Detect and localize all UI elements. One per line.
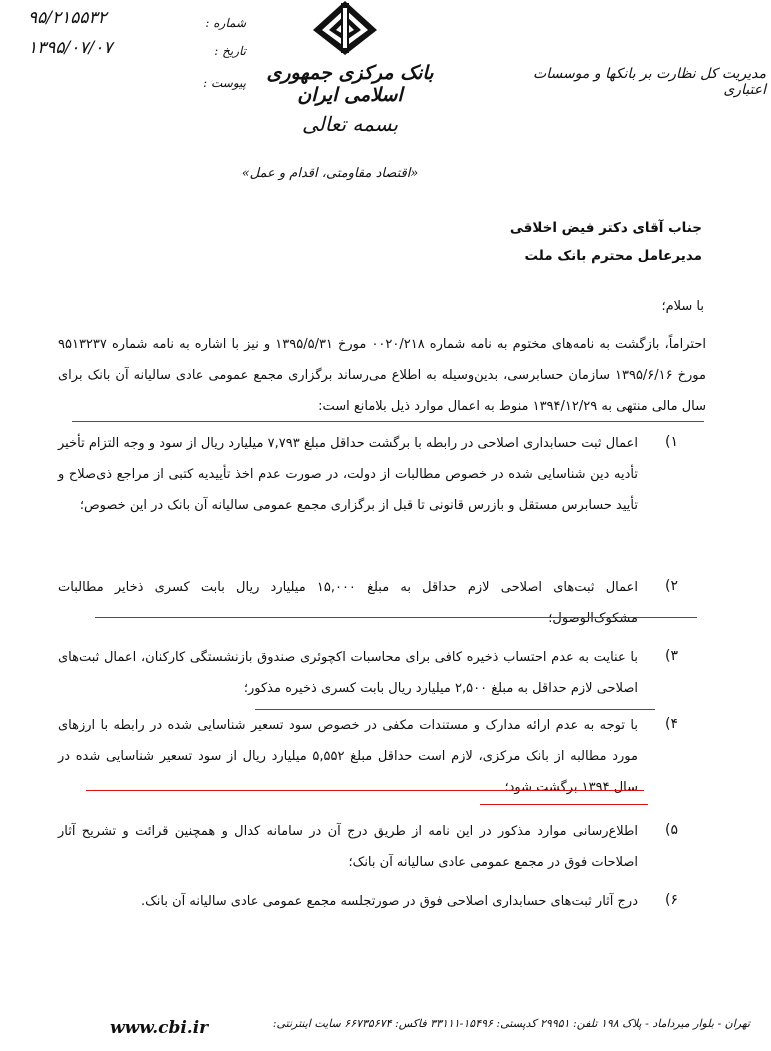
date-label: تاریخ : [214, 44, 246, 58]
red-underline-item-4a [86, 790, 644, 791]
central-bank-emblem-icon [312, 0, 378, 56]
item-2-number: ۲) [665, 578, 678, 594]
item-5-text: اطلاع‌رسانی موارد مذکور در این نامه از طریق درج آن در سامانه کدال و همچنین قرائت و تشریح آثار اصلاحات فوق در مجمع عمومی عادی سالیانه آن بانک؛ [58, 824, 638, 870]
letter-date: ۱۳۹۵/۰۷/۰۷ [28, 38, 113, 58]
item-5-number: ۵) [665, 822, 678, 838]
red-underline-intro [72, 421, 704, 422]
red-underline-item-4b [480, 804, 648, 805]
red-underline-item-3 [255, 709, 655, 710]
department-name: مدیریت کل نظارت بر بانکها و موسسات اعتباری [533, 66, 766, 98]
item-1-number: ۱) [665, 434, 678, 450]
footer-address: تهران - بلوار میرداماد - پلاک ۱۹۸ تلفن: ۲۹۹۵۱ کدپستی: ۱۵۴۹۶-۳۳۱۱۱ فاکس: ۶۶۷۳۵۶۷۴ سایت اینترنتی: [272, 1017, 750, 1030]
intro-paragraph: احتراماً، بازگشت به نامه‌های مختوم به نامه شماره ۰۰۲۰/۲۱۸ مورخ ۱۳۹۵/۵/۳۱ و نیز با اشاره به نامه شماره ۹۵۱۳۲۳۷ مورخ ۱۳۹۵/۶/۱۶ سازمان حسابرسی، بدین‌وسیله به اطلاع می‌رساند برگزاری مجمع عمومی عادی سالیانه آن بانک برای سال مالی منتهی به ۱۳۹۴/۱۲/۲۹ منوط به اعمال موارد ذیل بلامانع است: [58, 337, 706, 414]
item-3-text: با عنایت به عدم احتساب ذخیره کافی برای محاسبات اکچوئری صندوق بازنشستگی کارکنان، اعمال ثبت‌های اصلاحی لازم حداقل به مبلغ ۲,۵۰۰ میلیارد ریال بابت کسری ذخیره مذکور؛ [58, 650, 638, 696]
red-underline-item-2 [95, 617, 697, 618]
footer-website: www.cbi.ir [110, 1018, 209, 1038]
slogan: «اقتصاد مقاومتی، اقدام و عمل» [241, 166, 419, 181]
letter-number: ۹۵/۲۱۵۵۳۲ [28, 8, 107, 28]
invocation: بسمه تعالی [301, 112, 399, 136]
item-6-number: ۶) [665, 892, 678, 908]
item-6-text: درج آثار ثبت‌های حسابداری اصلاحی فوق در صورتجلسه مجمع عمومی عادی سالیانه آن بانک. [141, 894, 638, 909]
recipient-title: مدیرعامل محترم بانک ملت [524, 248, 702, 264]
letter-number-label: شماره : [205, 16, 246, 30]
greeting: با سلام؛ [661, 299, 704, 314]
item-4-text: با توجه به عدم ارائه مدارک و مستندات مکفی در خصوص سود تسعیر شناسایی شده در رابطه با ارزهای مورد مطالبه از بانک مرکزی، لازم است حداقل مبلغ ۵,۵۵۲ میلیارد ریال از سود تسعیر شناسایی شده در سال ۱۳۹۴ برگشت شود؛ [58, 718, 638, 795]
item-2-text: اعمال ثبت‌های اصلاحی لازم حداقل به مبلغ ۱۵,۰۰۰ میلیارد ریال بابت کسری ذخایر مطالبات مشکوک‌الوصول؛ [58, 580, 638, 626]
bank-name: بانک مرکزی جمهوری اسلامی ایران [266, 62, 434, 106]
attachment-label: پیوست : [203, 76, 246, 90]
recipient-name: جناب آقای دکتر فیض اخلاقی [509, 220, 702, 236]
item-1-text: اعمال ثبت حسابداری اصلاحی در رابطه با برگشت حداقل مبلغ ۷,۷۹۳ میلیارد ریال از سود و وجه التزام تأخیر تأدیه دین شناسایی شده در خصوص مطالبات از دولت، در صورت عدم اخذ تأییدیه کتبی از مراجع ذی‌صلاح و تأیید حسابرس مستقل و بازرس قانونی تا قبل از برگزاری مجمع عمومی سالیانه آن بانک در این خصوص؛ [58, 436, 639, 513]
item-3-number: ۳) [665, 648, 678, 664]
item-4-number: ۴) [665, 716, 678, 732]
